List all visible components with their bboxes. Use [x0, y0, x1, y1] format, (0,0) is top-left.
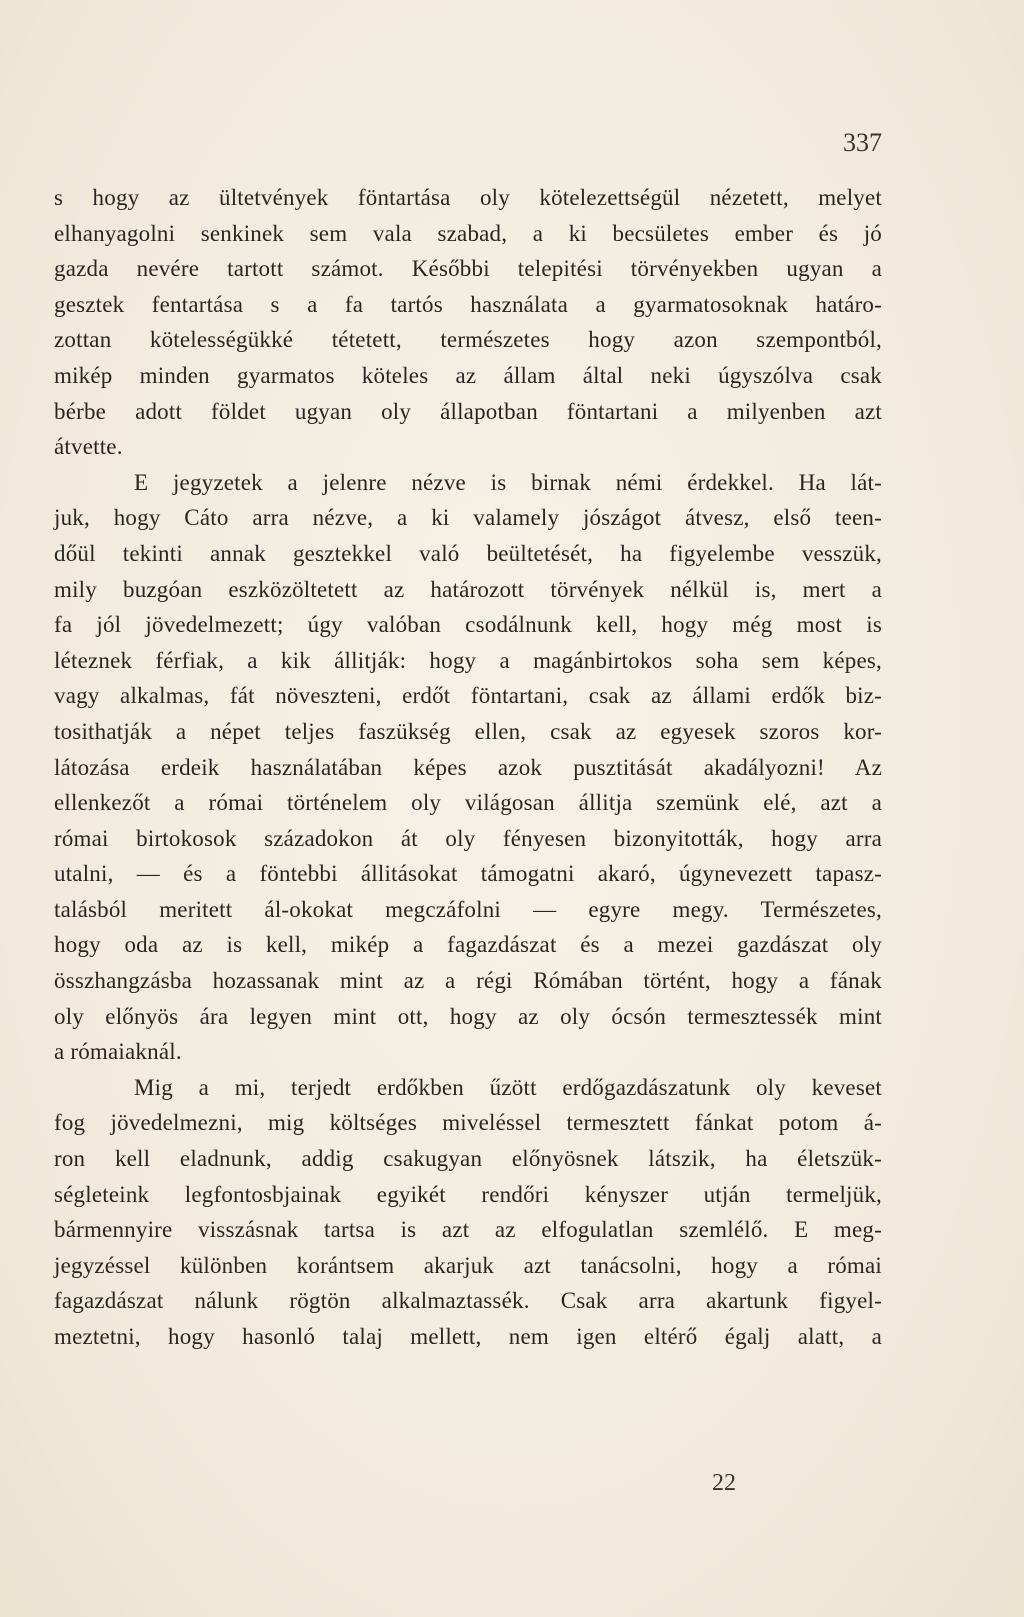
- text-line: fa jól jövedelmezett; úgy valóban csodálnunk kell, hogy még most is: [54, 612, 882, 638]
- text-line: ellenkezőt a római történelem oly világosan állitja szemünk elé, azt a: [54, 790, 882, 816]
- signature-mark: 22: [712, 1470, 736, 1496]
- text-line: juk, hogy Cáto arra nézve, a ki valamely jószágot átvesz, első teen-: [54, 505, 882, 531]
- text-line: gesztek fentartása s a fa tartós használata a gyarmatosoknak határo-: [54, 291, 882, 317]
- text-line: jegyzéssel különben korántsem akarjuk azt tanácsolni, hogy a római: [54, 1252, 882, 1278]
- page-number: 337: [843, 128, 882, 157]
- text-line: zottan kötelességükké tétetett, természetes hogy azon szempontból,: [54, 327, 882, 353]
- text-line: léteznek férfiak, a kik állitják: hogy a magánbirtokos soha sem képes,: [54, 647, 882, 673]
- text-line: vagy alkalmas, fát növeszteni, erdőt föntartani, csak az állami erdők biz-: [54, 683, 882, 709]
- text-line: mily buzgóan eszközöltetett az határozott törvények nélkül is, mert a: [54, 576, 882, 602]
- text-line: utalni, — és a föntebbi állitásokat támogatni akaró, úgynevezett tapasz-: [54, 861, 882, 887]
- text-line: bármennyire visszásnak tartsa is azt az elfogulatlan szemlélő. E meg-: [54, 1217, 882, 1243]
- text-line: bérbe adott földet ugyan oly állapotban föntartani a milyenben azt: [54, 398, 882, 424]
- text-line: dőül tekinti annak gesztekkel való beültetését, ha figyelembe vesszük,: [54, 540, 882, 566]
- text-line: ron kell eladnunk, addig csakugyan előnyösnek látszik, ha életszük-: [54, 1146, 882, 1172]
- text-line: mikép minden gyarmatos köteles az állam által neki úgyszólva csak: [54, 362, 882, 388]
- text-line: gazda nevére tartott számot. Későbbi telepitési törvényekben ugyan a: [54, 256, 882, 282]
- text-line: meztetni, hogy hasonló talaj mellett, nem igen eltérő égalj alatt, a: [54, 1324, 882, 1349]
- page-body-text: [54, 180, 882, 1355]
- text-line: a rómaiaknál.: [54, 1039, 182, 1065]
- text-line: ségleteink legfontosbjainak egyikét rendőri kényszer utján termeljük,: [54, 1181, 882, 1207]
- text-line: római birtokosok századokon át oly fényesen bizonyitották, hogy arra: [54, 825, 882, 851]
- text-line: s hogy az ültetvények föntartása oly kötelezettségül nézetett, melyet: [54, 185, 882, 210]
- text-line: fagazdászat nálunk rögtön alkalmaztassék. Csak arra akartunk figyel-: [54, 1288, 882, 1314]
- text-line: elhanyagolni senkinek sem vala szabad, a ki becsületes ember és jó: [54, 220, 882, 246]
- text-line: hogy oda az is kell, mikép a fagazdászat és a mezei gazdászat oly: [54, 932, 882, 958]
- text-line: fog jövedelmezni, mig költséges miveléssel termesztett fánkat potom á-: [54, 1110, 882, 1136]
- text-line: látozása erdeik használatában képes azok pusztitását akadályozni! Az: [54, 754, 882, 780]
- text-line: Mig a mi, terjedt erdőkben űzött erdőgazdászatunk oly keveset: [134, 1074, 882, 1100]
- text-line: E jegyzetek a jelenre nézve is birnak némi érdekkel. Ha lát-: [134, 469, 882, 495]
- text-line: összhangzásba hozassanak mint az a régi Rómában történt, hogy a fának: [54, 968, 882, 994]
- text-line: tosithatják a népet teljes faszükség ellen, csak az egyesek szoros kor-: [54, 718, 882, 744]
- text-line: talásból meritett ál-okokat megczáfolni — egyre megy. Természetes,: [54, 896, 882, 922]
- text-line: oly előnyös ára legyen mint ott, hogy az oly ócsón termesztessék mint: [54, 1003, 882, 1029]
- text-line: átvette.: [54, 434, 123, 460]
